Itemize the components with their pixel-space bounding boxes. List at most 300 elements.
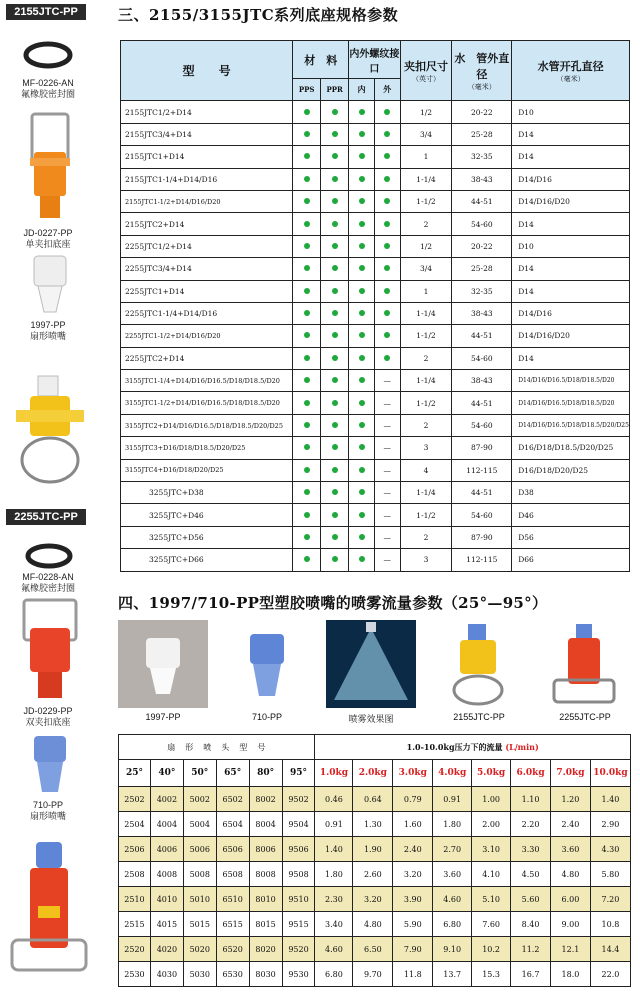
item-code: MF-0228-AN <box>22 572 74 582</box>
flow-model-cell: 6506 <box>216 837 249 862</box>
spec-cell-inner <box>349 437 375 459</box>
green-dot-icon <box>332 556 338 562</box>
flow-pressure-header: 1.0kg <box>315 760 353 787</box>
flow-value-cell: 8.40 <box>511 912 551 937</box>
green-dot-icon <box>359 422 365 428</box>
spec-cell-pipe: 112-115 <box>452 549 512 571</box>
spec-cell-pps <box>293 101 321 123</box>
flow-rate-table <box>118 734 631 987</box>
base-spec-table <box>120 40 630 572</box>
spec-cell-outer: — <box>374 437 400 459</box>
green-dot-icon <box>359 467 365 473</box>
spec-cell-clamp: 1-1/4 <box>400 370 452 392</box>
flow-angle-header: 65° <box>216 760 249 787</box>
spec-cell-outer <box>374 280 400 302</box>
o-ring-icon <box>24 542 74 570</box>
flow-row <box>119 912 631 937</box>
spec-cell-ppr <box>321 213 349 235</box>
flow-model-cell: 2515 <box>119 912 151 937</box>
spec-cell-pps <box>293 370 321 392</box>
flow-value-cell: 7.20 <box>590 887 630 912</box>
spec-cell-hole: D14 <box>512 146 630 168</box>
spec-cell-outer: — <box>374 482 400 504</box>
green-dot-icon <box>332 355 338 361</box>
green-dot-icon <box>359 556 365 562</box>
flow-value-cell: 4.60 <box>315 937 353 962</box>
spec-row <box>121 146 630 168</box>
spec-cell-outer <box>374 168 400 190</box>
flow-value-cell: 9.10 <box>433 937 472 962</box>
double-clamp-base-icon <box>14 598 86 702</box>
spec-cell-hole: D14/D16/D16.5/D18/D18.5/D20 <box>512 370 630 392</box>
header-thread: 内外螺纹接 口 <box>349 41 400 79</box>
spec-cell-pps <box>293 325 321 347</box>
spec-cell-clamp: 3/4 <box>400 123 452 145</box>
photo-caption: 710-PP <box>251 712 283 722</box>
green-dot-icon <box>332 198 338 204</box>
flow-model-cell: 5015 <box>183 912 216 937</box>
green-dot-icon <box>359 109 365 115</box>
header-ppr: PPR <box>321 79 349 101</box>
flow-value-cell: 6.80 <box>433 912 472 937</box>
spec-cell-model: 2255JTC1-1/2+D14/D16/D20 <box>121 325 293 347</box>
product-photo-strip <box>118 620 630 730</box>
spec-cell-pps <box>293 549 321 571</box>
green-dot-icon <box>304 489 310 495</box>
spec-cell-hole: D14/D16/D16.5/D18/D18.5/D20/D25 <box>512 414 630 436</box>
green-dot-icon <box>384 153 390 159</box>
sidebar-item-5 <box>0 800 96 822</box>
spec-cell-model: 3255JTC+D66 <box>121 549 293 571</box>
single-clamp-base-icon <box>20 112 80 224</box>
spec-cell-clamp: 4 <box>400 459 452 481</box>
flow-value-cell: 1.40 <box>315 837 353 862</box>
flow-value-cell: 2.60 <box>353 862 393 887</box>
spec-cell-ppr <box>321 414 349 436</box>
spec-cell-model: 3155JTC1-1/4+D14/D16/D16.5/D18/D18.5/D20 <box>121 370 293 392</box>
spec-cell-hole: D10 <box>512 235 630 257</box>
header-clamp-unit: （英寸） <box>412 74 440 83</box>
green-dot-icon <box>304 512 310 518</box>
flow-model-cell: 2520 <box>119 937 151 962</box>
spec-cell-pps <box>293 482 321 504</box>
item-desc: 氟橡胶密封圈 <box>20 89 75 99</box>
flow-value-cell: 5.10 <box>472 887 511 912</box>
spec-cell-pps <box>293 190 321 212</box>
green-dot-icon <box>304 467 310 473</box>
red-clamp-assembly-icon <box>8 840 92 986</box>
spec-row <box>121 123 630 145</box>
spec-cell-ppr <box>321 504 349 526</box>
flow-pressure-header: 2.0kg <box>353 760 393 787</box>
flow-subheader-row <box>119 760 631 787</box>
sidebar-item-3 <box>0 572 96 594</box>
spec-cell-hole: D14/D16/D20 <box>512 325 630 347</box>
flow-value-cell: 3.40 <box>315 912 353 937</box>
flow-value-cell: 3.20 <box>353 887 393 912</box>
spec-row <box>121 414 630 436</box>
spec-cell-outer <box>374 190 400 212</box>
spec-cell-pps <box>293 258 321 280</box>
spec-cell-inner <box>349 392 375 414</box>
spec-row <box>121 235 630 257</box>
green-dot-icon <box>304 153 310 159</box>
spec-cell-pipe: 44-51 <box>452 482 512 504</box>
spec-cell-hole: D16/D18/D20/D25 <box>512 459 630 481</box>
flow-value-cell: 3.90 <box>393 887 433 912</box>
spec-cell-inner <box>349 370 375 392</box>
spec-cell-model: 2255JTC1-1/4+D14/D16 <box>121 302 293 324</box>
spec-cell-pps <box>293 414 321 436</box>
spec-cell-clamp: 1-1/2 <box>400 504 452 526</box>
spec-cell-ppr <box>321 123 349 145</box>
flow-value-cell: 11.8 <box>393 962 433 987</box>
green-dot-icon <box>359 489 365 495</box>
header-hole <box>512 41 630 101</box>
flow-angle-header: 25° <box>119 760 151 787</box>
spec-cell-hole: D14 <box>512 280 630 302</box>
item-desc: 扇形喷嘴 <box>29 811 66 821</box>
flow-value-cell: 9.00 <box>551 912 591 937</box>
flow-value-cell: 1.80 <box>315 862 353 887</box>
sidebar-item-0 <box>0 78 96 100</box>
spec-cell-pipe: 54-60 <box>452 347 512 369</box>
green-dot-icon <box>384 265 390 271</box>
spec-cell-outer <box>374 235 400 257</box>
spec-cell-ppr <box>321 437 349 459</box>
photo-spray-effect <box>326 620 416 708</box>
spec-row <box>121 168 630 190</box>
flow-value-cell: 6.50 <box>353 937 393 962</box>
spec-cell-hole: D14 <box>512 347 630 369</box>
flow-model-cell: 8002 <box>249 787 282 812</box>
header-hole-unit: （毫米） <box>556 74 585 83</box>
spec-cell-outer <box>374 146 400 168</box>
spec-cell-ppr <box>321 325 349 347</box>
flow-value-cell: 2.20 <box>511 812 551 837</box>
flow-pressure-header: 3.0kg <box>393 760 433 787</box>
spec-cell-clamp: 1-1/4 <box>400 302 452 324</box>
spec-cell-ppr <box>321 235 349 257</box>
green-dot-icon <box>304 332 310 338</box>
spec-row <box>121 526 630 548</box>
flow-value-cell: 2.30 <box>315 887 353 912</box>
spec-row <box>121 101 630 123</box>
spec-cell-pipe: 54-60 <box>452 504 512 526</box>
flow-model-cell: 8008 <box>249 862 282 887</box>
section3-title: 三、2155/3155JTC系列底座规格参数 <box>118 6 399 24</box>
spec-cell-outer <box>374 123 400 145</box>
spec-cell-ppr <box>321 302 349 324</box>
spec-cell-model: 3155JTC2+D14/D16/D16.5/D18/D18.5/D20/D25 <box>121 414 293 436</box>
spec-cell-pipe: 44-51 <box>452 190 512 212</box>
green-dot-icon <box>332 444 338 450</box>
green-dot-icon <box>332 489 338 495</box>
green-dot-icon <box>332 176 338 182</box>
product-sidebar <box>0 0 100 1002</box>
header-pipe-label: 水 管外直径 <box>454 51 510 81</box>
spec-row <box>121 392 630 414</box>
spec-cell-inner <box>349 482 375 504</box>
item-code: 1997-PP <box>30 320 66 330</box>
spec-cell-hole: D16/D18/D18.5/D20/D25 <box>512 437 630 459</box>
flow-row <box>119 812 631 837</box>
spec-cell-pipe: 54-60 <box>452 414 512 436</box>
photo-2255jtc-pp <box>540 620 630 708</box>
flow-value-cell: 2.00 <box>472 812 511 837</box>
spec-cell-outer: — <box>374 526 400 548</box>
photo-caption: 1997-PP <box>145 712 181 722</box>
spec-cell-pps <box>293 213 321 235</box>
spec-cell-ppr <box>321 549 349 571</box>
flow-model-cell: 4008 <box>150 862 183 887</box>
flow-model-cell: 4020 <box>150 937 183 962</box>
spec-cell-pipe: 54-60 <box>452 213 512 235</box>
spec-cell-pipe: 32-35 <box>452 146 512 168</box>
green-dot-icon <box>332 422 338 428</box>
green-dot-icon <box>384 288 390 294</box>
spec-cell-clamp: 1/2 <box>400 101 452 123</box>
green-dot-icon <box>384 332 390 338</box>
flow-pressure-header: 4.0kg <box>433 760 472 787</box>
header-model: 型 号 <box>121 41 293 101</box>
flow-model-cell: 5030 <box>183 962 216 987</box>
spec-cell-hole: D14/D16/D20 <box>512 190 630 212</box>
sidebar-tag-2255: 2255JTC-PP <box>6 509 86 525</box>
flow-model-cell: 5008 <box>183 862 216 887</box>
spec-cell-outer <box>374 101 400 123</box>
green-dot-icon <box>332 243 338 249</box>
flow-model-cell: 5010 <box>183 887 216 912</box>
green-dot-icon <box>359 534 365 540</box>
flow-value-cell: 3.60 <box>551 837 591 862</box>
green-dot-icon <box>359 512 365 518</box>
green-dot-icon <box>384 131 390 137</box>
spec-cell-pipe: 38-43 <box>452 370 512 392</box>
flow-value-cell: 1.20 <box>551 787 591 812</box>
green-dot-icon <box>359 198 365 204</box>
spec-cell-clamp: 3/4 <box>400 258 452 280</box>
spec-row <box>121 504 630 526</box>
flow-value-cell: 3.30 <box>511 837 551 862</box>
green-dot-icon <box>384 243 390 249</box>
spec-row <box>121 437 630 459</box>
flow-model-cell: 5006 <box>183 837 216 862</box>
flow-model-cell: 8030 <box>249 962 282 987</box>
spec-cell-ppr <box>321 190 349 212</box>
spec-cell-clamp: 2 <box>400 526 452 548</box>
flow-value-cell: 1.10 <box>511 787 551 812</box>
spec-cell-model: 2255JTC2+D14 <box>121 347 293 369</box>
spec-cell-inner <box>349 504 375 526</box>
spec-cell-model: 3155JTC4+D16/D18/D20/D25 <box>121 459 293 481</box>
green-dot-icon <box>304 444 310 450</box>
flow-model-cell: 9515 <box>282 912 315 937</box>
flow-model-cell: 4004 <box>150 812 183 837</box>
flow-value-cell: 5.60 <box>511 887 551 912</box>
flow-value-cell: 2.90 <box>590 812 630 837</box>
green-dot-icon <box>304 265 310 271</box>
spec-row <box>121 302 630 324</box>
green-dot-icon <box>359 288 365 294</box>
spec-cell-pipe: 25-28 <box>452 123 512 145</box>
spec-cell-model: 3155JTC1-1/2+D14/D16/D16.5/D18/D18.5/D20 <box>121 392 293 414</box>
spec-cell-clamp: 1-1/2 <box>400 325 452 347</box>
spec-cell-clamp: 1 <box>400 146 452 168</box>
photo-1997-pp <box>118 620 208 708</box>
spec-cell-pipe: 112-115 <box>452 459 512 481</box>
item-desc: 双夹扣底座 <box>25 717 71 727</box>
spec-cell-outer: — <box>374 459 400 481</box>
flow-value-cell: 4.10 <box>472 862 511 887</box>
spec-cell-model: 2255JTC3/4+D14 <box>121 258 293 280</box>
spec-cell-model: 2155JTC1/2+D14 <box>121 101 293 123</box>
spec-cell-ppr <box>321 526 349 548</box>
spec-row <box>121 459 630 481</box>
flow-value-cell: 4.50 <box>511 862 551 887</box>
spec-cell-model: 3255JTC+D38 <box>121 482 293 504</box>
spec-cell-model: 3255JTC+D46 <box>121 504 293 526</box>
flow-value-cell: 3.10 <box>472 837 511 862</box>
flow-model-cell: 2502 <box>119 787 151 812</box>
flow-model-cell: 6515 <box>216 912 249 937</box>
spec-cell-inner <box>349 549 375 571</box>
flow-model-cell: 8020 <box>249 937 282 962</box>
spec-cell-model: 2155JTC1+D14 <box>121 146 293 168</box>
spec-cell-hole: D46 <box>512 504 630 526</box>
green-dot-icon <box>384 310 390 316</box>
spec-cell-inner <box>349 325 375 347</box>
flow-row <box>119 862 631 887</box>
flow-angle-header: 80° <box>249 760 282 787</box>
green-dot-icon <box>304 288 310 294</box>
spec-cell-hole: D14/D16 <box>512 168 630 190</box>
spec-cell-ppr <box>321 482 349 504</box>
spec-cell-hole: D14 <box>512 258 630 280</box>
spec-cell-clamp: 1-1/4 <box>400 482 452 504</box>
spec-cell-model: 2155JTC2+D14 <box>121 213 293 235</box>
sidebar-tag-2155: 2155JTC-PP <box>6 4 86 20</box>
green-dot-icon <box>384 198 390 204</box>
flow-row <box>119 962 631 987</box>
spec-cell-pps <box>293 459 321 481</box>
spec-cell-pipe: 20-22 <box>452 235 512 257</box>
spec-cell-ppr <box>321 392 349 414</box>
spec-cell-pps <box>293 347 321 369</box>
spec-cell-outer <box>374 258 400 280</box>
spec-cell-inner <box>349 146 375 168</box>
green-dot-icon <box>332 400 338 406</box>
spec-cell-clamp: 2 <box>400 213 452 235</box>
photo-2155jtc-pp <box>434 620 524 708</box>
spec-cell-clamp: 2 <box>400 414 452 436</box>
flow-value-cell: 2.70 <box>433 837 472 862</box>
header-pps: PPS <box>293 79 321 101</box>
header-hole-label: 水管开孔直径 <box>537 59 604 73</box>
spec-cell-pps <box>293 392 321 414</box>
spec-cell-clamp: 1 <box>400 280 452 302</box>
spec-cell-inner <box>349 347 375 369</box>
flow-value-cell: 6.00 <box>551 887 591 912</box>
spec-cell-inner <box>349 190 375 212</box>
flow-value-cell: 22.0 <box>590 962 630 987</box>
green-dot-icon <box>304 400 310 406</box>
flow-value-cell: 2.40 <box>551 812 591 837</box>
green-dot-icon <box>332 288 338 294</box>
flow-value-cell: 16.7 <box>511 962 551 987</box>
spec-cell-ppr <box>321 459 349 481</box>
flow-model-cell: 6530 <box>216 962 249 987</box>
header-clamp-label: 夹扣尺寸 <box>404 59 448 73</box>
spec-cell-inner <box>349 459 375 481</box>
item-code: 710-PP <box>32 800 64 810</box>
flow-value-cell: 3.20 <box>393 862 433 887</box>
flow-value-cell: 15.3 <box>472 962 511 987</box>
flow-model-cell: 4002 <box>150 787 183 812</box>
yellow-clamp-assembly-icon <box>8 374 92 492</box>
flow-model-cell: 5020 <box>183 937 216 962</box>
green-dot-icon <box>359 400 365 406</box>
flow-value-cell: 1.30 <box>353 812 393 837</box>
flow-row <box>119 837 631 862</box>
flow-pressure-header: 7.0kg <box>551 760 591 787</box>
item-desc: 氟橡胶密封圈 <box>20 583 75 593</box>
flow-row <box>119 937 631 962</box>
flow-pressure-header: 6.0kg <box>511 760 551 787</box>
green-dot-icon <box>359 444 365 450</box>
green-dot-icon <box>304 377 310 383</box>
spec-row <box>121 482 630 504</box>
spec-cell-pps <box>293 526 321 548</box>
spec-cell-outer: — <box>374 392 400 414</box>
flow-angle-header: 50° <box>183 760 216 787</box>
green-dot-icon <box>304 243 310 249</box>
spec-cell-clamp: 1-1/4 <box>400 168 452 190</box>
spec-cell-pipe: 87-90 <box>452 526 512 548</box>
green-dot-icon <box>332 109 338 115</box>
spec-cell-pipe: 44-51 <box>452 392 512 414</box>
green-dot-icon <box>304 176 310 182</box>
green-dot-icon <box>332 512 338 518</box>
spec-cell-ppr <box>321 168 349 190</box>
spec-cell-hole: D66 <box>512 549 630 571</box>
green-dot-icon <box>384 109 390 115</box>
green-dot-icon <box>332 131 338 137</box>
spec-cell-pipe: 20-22 <box>452 101 512 123</box>
spec-cell-outer: — <box>374 549 400 571</box>
flow-model-cell: 9502 <box>282 787 315 812</box>
spec-cell-clamp: 3 <box>400 437 452 459</box>
spec-cell-pps <box>293 235 321 257</box>
item-code: JD-0227-PP <box>23 228 73 238</box>
spec-cell-inner <box>349 258 375 280</box>
spec-cell-ppr <box>321 101 349 123</box>
flow-value-cell: 4.60 <box>433 887 472 912</box>
flow-row <box>119 787 631 812</box>
photo-caption: 2155JTC-PP <box>453 712 505 722</box>
spec-cell-pipe: 25-28 <box>452 258 512 280</box>
green-dot-icon <box>359 131 365 137</box>
flow-model-cell: 6520 <box>216 937 249 962</box>
green-dot-icon <box>304 109 310 115</box>
spec-cell-pps <box>293 504 321 526</box>
spec-row <box>121 325 630 347</box>
spec-cell-hole: D56 <box>512 526 630 548</box>
flow-value-cell: 4.80 <box>551 862 591 887</box>
flow-value-cell: 4.80 <box>353 912 393 937</box>
spec-cell-inner <box>349 213 375 235</box>
flow-model-cell: 6502 <box>216 787 249 812</box>
